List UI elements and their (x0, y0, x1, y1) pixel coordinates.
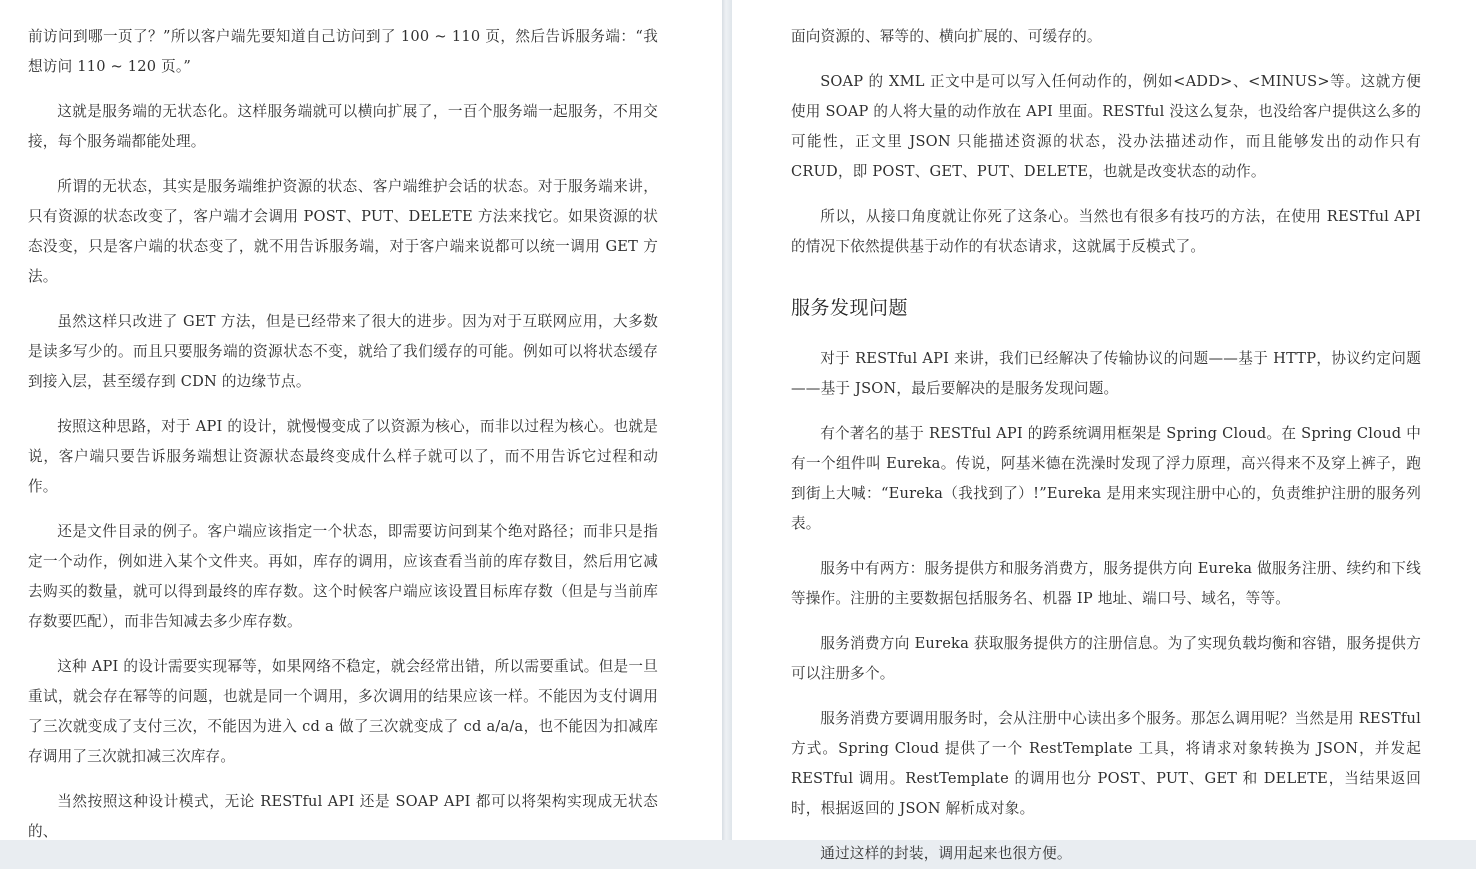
paragraph: 还是文件目录的例子。客户端应该指定一个状态，即需要访问到某个绝对路径；而非只是指定一个动作，例如进入某个文件夹。再如，库存的调用，应该查看当前的库存数目，然后用它减去购买的数量，就可以得到最终的库存数。这个时候客户端应该设置目标库存数（但是与当前库存数要匹配），而非告知减去多少库存数。 (28, 523, 658, 630)
paragraph: SOAP 的 XML 正文中是可以写入任何动作的，例如<ADD>、<MINUS>等。这就方便使用 SOAP 的人将大量的动作放在 API 里面。RESTful 没这么复杂，也没给客户提供这么多的可能性，正文里 JSON 只能描述资源的状态，没办法描述动作，而且能够发出的动作只有 CRUD，即 POST、GET、PUT、DELETE，也就是改变状态的动作。 (791, 73, 1421, 180)
paragraph: 前访问到哪一页了？”所以客户端先要知道自己访问到了 100 ~ 110 页，然后告诉服务端：“我想访问 110 ~ 120 页。” (28, 28, 658, 75)
right-page (732, 0, 1476, 862)
paragraph: 服务中有两方：服务提供方和服务消费方，服务提供方向 Eureka 做服务注册、续约和下线等操作。注册的主要数据包括服务名、机器 IP 地址、端口号、域名，等等。 (791, 560, 1421, 607)
paragraph: 当然按照这种设计模式，无论 RESTful API 还是 SOAP API 都可以将架构实现成无状态的、 (28, 793, 658, 840)
left-page (0, 0, 722, 840)
paragraph: 这就是服务端的无状态化。这样服务端就可以横向扩展了，一百个服务端一起服务，不用交接，每个服务端都能处理。 (28, 103, 658, 150)
paragraph: 所谓的无状态，其实是服务端维护资源的状态、客户端维护会话的状态。对于服务端来讲，只有资源的状态改变了，客户端才会调用 POST、PUT、DELETE 方法来找它。如果资源的状态没变，只是客户端的状态变了，就不用告诉服务端，对于客户端来说都可以统一调用 GET 方法。 (28, 178, 658, 285)
left-page-body (28, 22, 658, 847)
paragraph: 服务消费方要调用服务时，会从注册中心读出多个服务。那怎么调用呢？当然是用 RESTful 方式。Spring Cloud 提供了一个 RestTemplate 工具，将请求对象转换为 JSON，并发起 RESTful 调用。RestTemplate 的调用也分 POST、PUT、GET 和 DELETE，当结果返回时，根据返回的 JSON 解析成对象。 (791, 710, 1421, 817)
paragraph: 有个著名的基于 RESTful API 的跨系统调用框架是 Spring Cloud。在 Spring Cloud 中有一个组件叫 Eureka。传说，阿基米德在洗澡时发现了浮力原理，高兴得来不及穿上裤子，跑到街上大喊：“Eureka（我找到了）!”Eureka 是用来实现注册中心的，负责维护注册的服务列表。 (791, 425, 1421, 532)
section-heading: 服务发现问题 (791, 297, 909, 319)
right-page-body (791, 22, 1421, 869)
paragraph-continuation: 面向资源的、幂等的、横向扩展的、可缓存的。 (791, 28, 1102, 45)
paragraph: 通过这样的封装，调用起来也很方便。 (820, 845, 1072, 862)
paragraph: 服务消费方向 Eureka 获取服务提供方的注册信息。为了实现负载均衡和容错，服务提供方可以注册多个。 (791, 635, 1421, 682)
paragraph: 这种 API 的设计需要实现幂等，如果网络不稳定，就会经常出错，所以需要重试。但是一旦重试，就会存在幂等的问题，也就是同一个调用，多次调用的结果应该一样。不能因为支付调用了三次就变成了支付三次，不能因为进入 cd a 做了三次就变成了 cd a/a/a，也不能因为扣减库存调用了三次就扣减三次库存。 (28, 658, 658, 765)
page-gutter (722, 0, 732, 840)
paragraph: 对于 RESTful API 来讲，我们已经解决了传输协议的问题——基于 HTTP，协议约定问题——基于 JSON，最后要解决的是服务发现问题。 (791, 350, 1421, 397)
paragraph: 按照这种思路，对于 API 的设计，就慢慢变成了以资源为核心，而非以过程为核心。也就是说，客户端只要告诉服务端想让资源状态最终变成什么样子就可以了，而不用告诉它过程和动作。 (28, 418, 658, 495)
paragraph: 虽然这样只改进了 GET 方法，但是已经带来了很大的进步。因为对于互联网应用，大多数是读多写少的。而且只要服务端的资源状态不变，就给了我们缓存的可能。例如可以将状态缓存到接入层，甚至缓存到 CDN 的边缘节点。 (28, 313, 658, 390)
paragraph: 所以，从接口角度就让你死了这条心。当然也有很多有技巧的方法，在使用 RESTful API 的情况下依然提供基于动作的有状态请求，这就属于反模式了。 (791, 208, 1421, 255)
